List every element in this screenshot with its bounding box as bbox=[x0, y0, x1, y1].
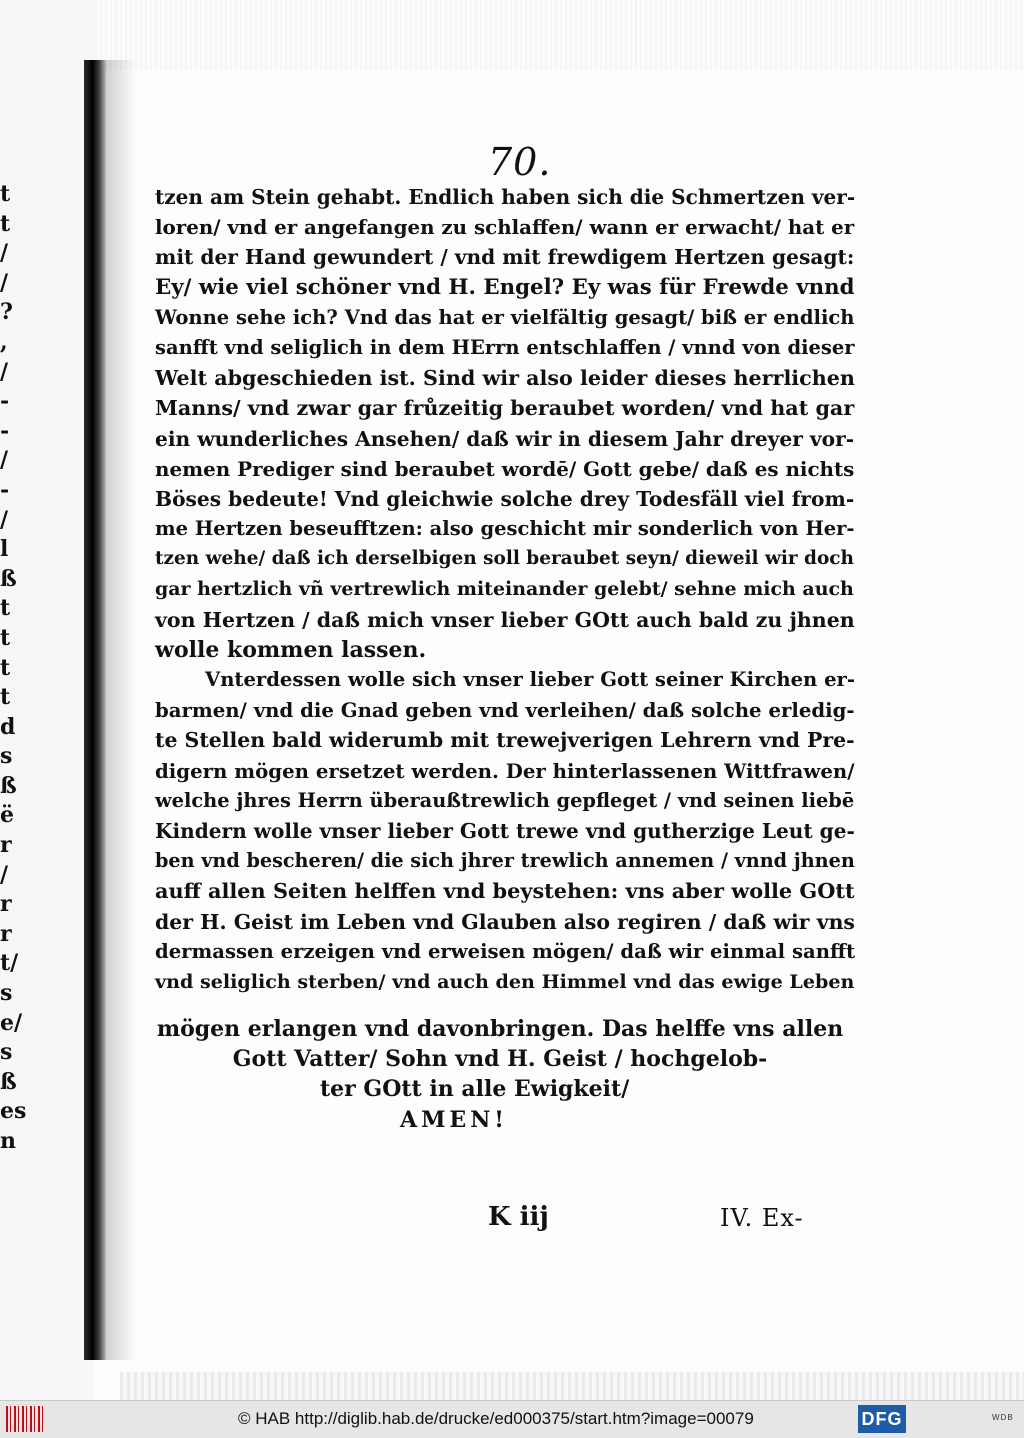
facing-page-fragments bbox=[0, 180, 27, 1157]
margin-fragment: , bbox=[0, 328, 8, 355]
margin-fragment: ß bbox=[0, 772, 17, 799]
text-line: vnd seliglich sterben/ vnd auch den Himmel vnd das ewige Leben bbox=[155, 969, 855, 993]
margin-fragment: ? bbox=[0, 299, 13, 326]
text-line: loren/ vnd er angefangen zu schlaffen/ wann er erwacht/ hat er bbox=[155, 215, 855, 240]
margin-fragment: - bbox=[0, 417, 10, 444]
text-line: der H. Geist im Leben vnd Glauben also regiren / daß wir vns bbox=[155, 909, 855, 934]
margin-fragment: / bbox=[0, 861, 9, 888]
margin-fragment: / bbox=[0, 358, 9, 385]
signature-mark: K iij bbox=[488, 1202, 549, 1232]
text-line: welche jhres Herrn überaußtrewlich gepfleget / vnd seinen liebē bbox=[155, 788, 855, 812]
text-line: ben vnd bescheren/ die sich jhrer trewlich annemen / vnnd jhnen bbox=[155, 849, 855, 873]
gutter-shadow bbox=[106, 60, 136, 1360]
text-line: me Hertzen beseufftzen: also geschicht mir sonderlich von Her- bbox=[155, 517, 855, 541]
closing-line: mögen erlangen vnd davonbringen. Das helffe vns allen bbox=[156, 1016, 844, 1042]
margin-fragment: t bbox=[0, 210, 11, 237]
margin-fragment: t bbox=[0, 624, 11, 651]
margin-fragment: s bbox=[0, 980, 13, 1007]
margin-fragment: t bbox=[0, 684, 11, 711]
page-number: 70. bbox=[488, 140, 552, 184]
closing-line: ter GOtt in alle Ewigkeit/ bbox=[320, 1076, 630, 1103]
margin-fragment: d bbox=[0, 713, 16, 740]
text-line: nemen Prediger sind beraubet wordē/ Gott gebe/ daß es nichts bbox=[155, 456, 855, 481]
margin-fragment: t/ bbox=[0, 950, 19, 977]
margin-fragment: - bbox=[0, 388, 10, 415]
text-line: Kindern wolle vnser lieber Gott trewe vnd gutherzige Leut ge- bbox=[155, 818, 855, 843]
margin-fragment: / bbox=[0, 447, 9, 474]
text-line: mit der Hand gewundert / vnd mit frewdigem Hertzen gesagt: bbox=[155, 245, 855, 270]
margin-fragment: / bbox=[0, 240, 9, 267]
margin-fragment: ß bbox=[0, 565, 17, 592]
text-line: gar hertzlich vñ vertrewlich miteinander gelebt/ sehne mich auch bbox=[155, 578, 854, 601]
closing-block bbox=[150, 1014, 850, 1135]
text-line: dermassen erzeigen vnd erweisen mögen/ daß wir einmal sanfft bbox=[155, 939, 856, 963]
text-line: digern mögen ersetzet werden. Der hinterlassenen Wittfrawen/ bbox=[155, 758, 855, 783]
text-line: auff allen Seiten helffen vnd beystehen: vns aber wolle GOtt bbox=[155, 878, 855, 904]
scan-bottom-edge bbox=[120, 1372, 1024, 1400]
margin-fragment: t bbox=[0, 654, 11, 681]
dfg-logo[interactable]: DFG bbox=[858, 1405, 906, 1433]
text-line: tzen am Stein gehabt. Endlich haben sich die Schmertzen ver- bbox=[155, 185, 856, 209]
text-line: te Stellen bald widerumb mit trewejverigen Lehrern vnd Pre- bbox=[155, 728, 855, 753]
barcode-icon bbox=[6, 1406, 46, 1432]
footer-bar bbox=[0, 1400, 1024, 1438]
catchword: IV. Ex- bbox=[720, 1204, 804, 1232]
text-line: von Hertzen / daß mich vnser lieber GOtt auch bald zu jhnen bbox=[155, 607, 855, 632]
text-line: barmen/ vnd die Gnad geben vnd verleihen/ daß solche erledig- bbox=[155, 698, 855, 723]
text-line: Wonne sehe ich? Vnd das hat er vielfältig gesagt/ biß er endlich bbox=[155, 305, 855, 329]
text-line: tzen wehe/ daß ich derselbigen soll beraubet seyn/ dieweil wir doch bbox=[155, 548, 854, 570]
margin-fragment: / bbox=[0, 506, 9, 533]
scan-top-edge bbox=[0, 0, 1024, 70]
body-text bbox=[155, 182, 855, 997]
text-line: Böses bedeute! Vnd gleichwie solche drey Todesfäll viel from- bbox=[155, 486, 855, 511]
text-line: Ey/ wie viel schöner vnd H. Engel? Ey was für Frewde vnnd bbox=[155, 274, 855, 300]
margin-fragment: s bbox=[0, 743, 13, 770]
margin-fragment: es bbox=[0, 1098, 27, 1125]
margin-fragment: ß bbox=[0, 1068, 17, 1095]
margin-fragment: r bbox=[0, 920, 12, 947]
closing-line: Gott Vatter/ Sohn vnd H. Geist / hochgelob- bbox=[232, 1046, 768, 1073]
margin-fragment: e/ bbox=[0, 1009, 23, 1036]
text-line: Welt abgeschieden ist. Sind wir also leider dieses herrlichen bbox=[155, 366, 855, 391]
wdb-logo: WDB bbox=[992, 1413, 1014, 1422]
margin-fragment: s bbox=[0, 1039, 13, 1066]
text-line: wolle kommen lassen. bbox=[155, 636, 427, 663]
margin-fragment: t bbox=[0, 181, 11, 207]
margin-fragment: n bbox=[0, 1128, 16, 1154]
margin-fragment: r bbox=[0, 891, 12, 918]
margin-fragment: t bbox=[0, 595, 11, 622]
copyright-link[interactable]: © HAB http://diglib.hab.de/drucke/ed000375/start.htm?image=00079 bbox=[238, 1409, 754, 1428]
margin-fragment: / bbox=[0, 269, 9, 296]
text-line: Manns/ vnd zwar gar frůzeitig beraubet worden/ vnd hat gar bbox=[155, 396, 855, 421]
text-line: ein wunderliches Ansehen/ daß wir in diesem Jahr dreyer vor- bbox=[155, 426, 855, 451]
text-line: sanfft vnd seliglich in dem HErrn entschlaffen / vnnd von dieser bbox=[155, 335, 855, 359]
book-gutter bbox=[84, 60, 106, 1360]
amen-line: AMEN! bbox=[400, 1106, 508, 1133]
margin-fragment: - bbox=[0, 476, 10, 503]
margin-fragment: l bbox=[0, 536, 9, 563]
margin-fragment: ë bbox=[0, 802, 14, 829]
margin-fragment: r bbox=[0, 832, 12, 859]
text-line: Vnterdessen wolle sich vnser lieber Gott seiner Kirchen er- bbox=[205, 668, 855, 691]
